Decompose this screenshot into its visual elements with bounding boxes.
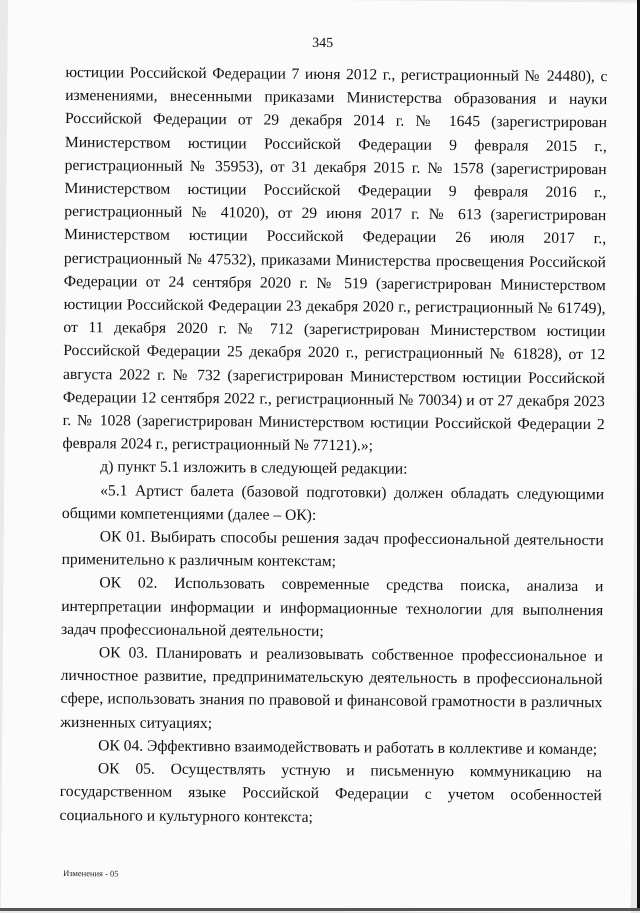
competency-ok-05: ОК 05. Осуществлять устную и письменную коммуникацию на государственном языке Российской Федерации с учетом особенностей социального и культурного контекста;: [59, 760, 603, 826]
competency-ok-02: ОК 02. Использовать современные средства поиска, анализа и интерпретации информации и информационные технологии для выполнения задач профессиональной деятельности;: [60, 574, 604, 640]
paragraph-5-1-intro: «5.1 Артист балета (базовой подготовки) должен обладать следующими общими компетенциями (далее – ОК):: [61, 481, 605, 524]
page-number: 345: [312, 35, 334, 52]
paragraph-registration-continuation: юстиции Российской Федерации 7 июня 2012 г., регистрационный № 24480), с изменениями, внесенными приказами Министерства образования и науки Российской Федерации от 29 декабря 2014 г. № 1645 (зарегистрирован Министерством юстиции Российской Федерации 9 февраля 2015 г., регистрационный № 35953), от 31 декабря 2015 г. № 1578 (зарегистрирован Министерством юстиции Российской Федерации 9 февраля 2016 г., регистрационный № 41020), от 29 июня 2017 г. № 613 (зарегистрирован Министерством юстиции Российской Федерации 26 июля 2017 г., регистрационный № 47532), приказами Министерства просвещения Российской Федерации от 24 сентября 2020 г. № 519 (зарегистрирован Министерством юстиции Российской Федерации 23 декабря 2020 г., регистрационный № 61749), от 11 декабря 2020 г. № 712 (зарегистрирован Министерством юстиции Российской Федерации 25 декабря 2020 г., регистрационный № 61828), от 12 августа 2022 г. № 732 (зарегистрирован Министерством юстиции Российской Федерации 12 сентября 2022 г., регистрационный № 70034) и от 27 декабря 2023 г. № 1028 (зарегистрирован Министерством юстиции Российской Федерации 2 февраля 2024 г., регистрационный № 77121).»;: [62, 63, 608, 455]
competency-ok-03: ОК 03. Планировать и реализовывать собственное профессиональное и личностное развитие, предпринимательскую деятельность в профессиональной сфере, использовать знания по правовой и финансовой грамотности в различных жизненных ситуациях;: [60, 644, 603, 732]
competency-ok-04: ОК 04. Эффективно взаимодействовать и работать в коллективе и команде;: [98, 737, 598, 759]
page-footer: Изменения - 05: [63, 867, 119, 879]
document-body: [59, 61, 607, 831]
competency-ok-01: ОК 01. Выбирать способы решения задач профессиональной деятельности применительно к различным контекстам;: [61, 528, 604, 571]
paragraph-item-d: д) пункт 5.1 изложить в следующей редакции:: [100, 458, 408, 479]
scanned-page: [1, 0, 638, 913]
